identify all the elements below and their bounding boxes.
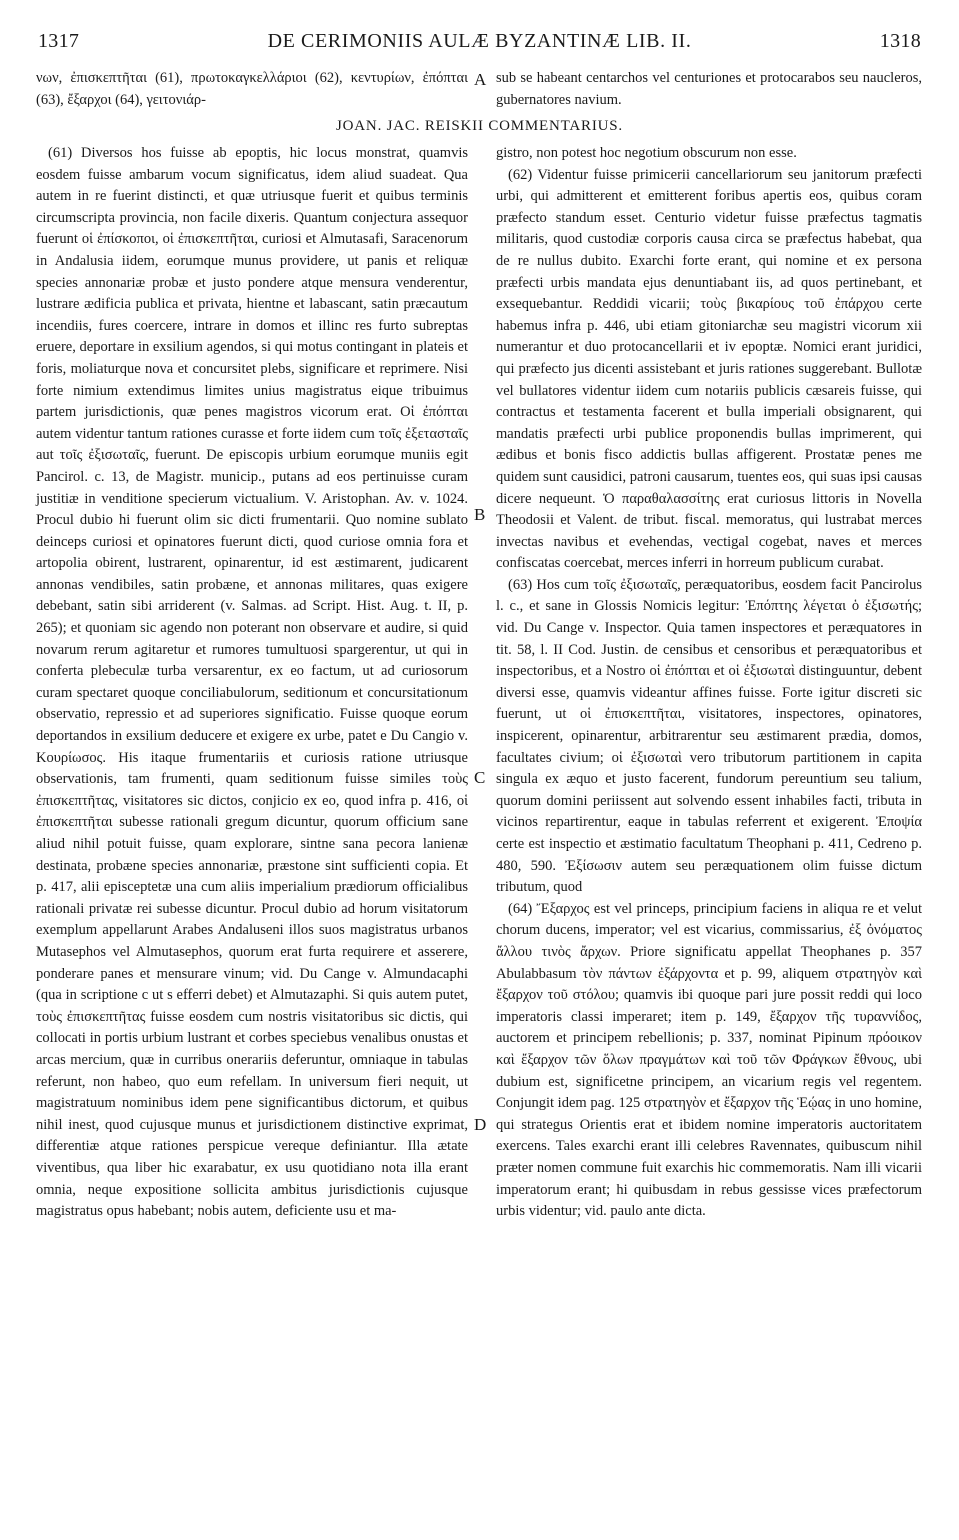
page-number-right: 1318 [879, 30, 921, 52]
margin-marker-c: C [474, 768, 486, 787]
text-column-top-left [36, 68, 468, 111]
margin-marker-a: A [474, 70, 487, 89]
note-61-end: gistro, non potest hoc negotium obscurum non esse. [496, 145, 797, 161]
note-62: (62) Videntur fuisse primicerii cancellariorum seu janitorum præfecti urbi, qui admitterent et emitterent foribus apertis eos, quibus coram præfecto standum esset. Centurio videtur fuisse præfectus tagmatis militaris, quod custodiæ corporis causa circa se præfectus habebat, qua de re nullus dubito. Exarchi forte erant, qui nomine et ex persona præfecti urbis mandata ejus denuntiabant iis, ad quos pertinebant, et exsequebantur. Reddidi vicarii; τοὺς βικαρίους τοῦ ἐπάρχου certe habemus infra p. 446, ubi etiam gitoniarchæ seu magistri vicorum xii numerantur et duo protocancellarii et iv epoptæ. Nomici erant juridici, qui præfecto jus dicenti assistebant et juris rationes suggerebant. Bullotæ vel bullatores videntur iidem cum notariis publicis cæsareis fuisse, qui contractus et testamenta facerent et bulla imperiali obsignarent, qui mandatis præfecti urbi publice proponendis bullas imprimerent, qui ædibus et bonis fisco addictis bullas affigerent. Prostatæ penes me quidem sunt causidici, patroni causarum, tuentes eos, qui suas ipsi causas dicere nequeunt. Ὁ παραθαλασσίτης erat curiosus littoris in Novella Theodosii et Valent. de tribut. fiscal. memoratus, qui lustrabat merces invectas navibus et evehendas, vectigal cogebat, naves et merces confiscatas coercebat, merces inferri in horreum publicum curabat. [496, 166, 922, 572]
greek-text-continuation: νων, ἐπισκεπτῆται (61), πρωτοκαγκελλάριοι (62), κεντυρίων, ἐπόπται (63), ἔξαρχοι (64), γειτονιάρ- [36, 70, 468, 108]
note-61: (61) Diversos hos fuisse ab epoptis, hic locus monstrat, quamvis eosdem fuisse ambarum vocum significatus, idem aliud suadeat. Qua autem in re fuerint distincti, et quæ utriusque fuerit et quibus terminis circumscripta provincia, non facile dixeris. Quantum conjectura assequor fuerunt οἱ ἐπίσκοποι, οἱ ἐπισκεπτῆται, curiosi et Almutasafi, Saracenorum in Andalusia iidem, eorumque munus providere, ut panis et reliquæ species annonariæ probæ et justo pondere atque mensura venderentur, lustrare ædificia publica et privata, hientne et labascant, satin præcautum incendiis, fures coercere, intrare in domos et illinc res furto subreptas eruere, deportare in exsilium agendos, si qui motus contingant in plateis et foris, moliaturque nova et concursitet plebs, significare et reprimere. Nisi forte nimium extendimus limites unius magistratus eique tribuimus partem jurisdictionis, quæ penes magistros vicorum erat. Οἱ ἐπόπται autem videntur tantum rationes curasse et forte iidem cum τοῖς ἐξετασταῖς aut τοῖς ἐξισωταῖς, fuerunt. De episcopis urbium eorumque muniis egit Pancirol. c. 13, de Magistr. municip., putans ad eos pertinuisse curam justitiæ in venditione specierum victualium. V. Aristophan. Av. v. 1024. Procul dubio hi fuerunt olim sic dicti frumentarii. Quo nomine sublato deinceps curiosi et opinatores fuerunt dicti, quod curiose omnia fora et artopolia obirent, lustrarent, opinarentur, id est æstimarent, judicarent annonas vendibiles, satin probæne, et annonas militares, quas exigere debebant, satin sibi arriderent (v. Salmas. ad Script. Hist. Aug. t. II, p. 265); et quoniam sic agendo non poterant non observare et audire, si quid novarum rerum agitaretur et rumores tumultuosi spargerentur, ut qui in conferta plebeculæ turba versarentur, ex eo factum, ut ad curiosorum curam spectaret quoque conciliabulorum, seditionum et concursitationum observatio, repressio et ad superiores significatio. Fuisse quoque eorum deportandos in exsilium deducere et exigere ex urbe, patet e Du Cangio v. Κουρίωσος. His itaque frumentariis et curiosis ratione utriusque observationis, tam frumenti, quam seditionum fuisse similes τοὺς ἐπισκεπτῆτας, visitatores sic dictos, conjicio ex eo, quod infra p. 416, οἱ ἐπισκεπτῆται subesse rationali gregum dicuntur, quorum officium sane aliud nihil potuit fuisse, quam explorare, sintne sana pecora lanienæ destinata, probæne species annonariæ, præstone sint sufficienti copia. Et p. 417, alii episceptetæ una cum aliis imperialium prædiorum officialibus rationali privatæ rei subesse dicuntur. Procul dubio ad horum visitatorum exemplum appellarunt Arabes Andaluseni illos suos magistratus urbanos Mutasephos vel Almutasephos, quorum erat furta requirere et asserere, ponderare panes et mensurare vinum; vid. Du Cange v. Almundacaphi (qua in scriptione c ut s efferri debet) et Almutazaphi. Si quis autem putet, τοὺς ἐπισκεπτῆτας fuisse eosdem cum nostris visitatoribus sic dictis, qui collocati in portis urbium lustrant et corbes speciebus venalibus onustas et arcas mercium, quæ in curribus onerariis deferuntur, omniaque in tabulas referunt, non habeo, quo eum refellam. In universum fieri nequit, ut magistratuum nominibus idem pene significantibus dictorum, et quibus nihil inest, quod cujusque munus et jurisdictionem distinctive exprimat, differentiæ atque rationes perspicue vereque definiantur. Illa ætate viventibus, qua liber hic exarabatur, ex usu quotidiano nota illa erant omnia, neque expositione sollicita ambitus jurisdictionis cujusque magistratus opus habebant; nobis autem, deficiente usu et ma- [36, 145, 468, 1220]
note-63: (63) Hos cum τοῖς ἐξισωταῖς, peræquatoribus, eosdem facit Pancirolus l. c., et sane in Glossis Nomicis legitur: Ἐπόπτης λέγεται ὁ ἐξισωτής; vid. Du Cange v. Inspector. Quia tamen inspectores et peræquatores in tit. 58, l. II Cod. Justin. de censibus et censoribus et peræquatoribus et inspectoribus, et a Nostro οἱ ἐπόπται et οἱ ἐξισωταὶ distinguuntur, debent diversi esse, quamvis videantur affines fuisse. Forte igitur discreti sic fuerunt, ut οἱ ἐπισκεπτῆται, visitatores, inspectores, opinatores, inspicerent, opinarentur, arbitrarentur seu æstimarent prædia, domos, facultates civium; οἱ ἐξισωταὶ vero tributorum partitionem in capita singula ex æquo et justo facerent, fundorum pereuntium seu talium, quorum domini periissent aut solvendo essent inhabiles facti, tributa in vicinos repartirentur, eaque in tabulas referrent et exigerent. Ἐποψία certe est inspectio et æstimatio facultatum Theophani p. 411, Cedreno p. 480, 590. Ἐξίσωσιν autem seu peræquationem olim fuisse dictum tributum, quod [496, 576, 922, 896]
running-title: DE CERIMONIIS AULÆ BYZANTINÆ LIB. II. [267, 30, 692, 52]
margin-marker-d: D [474, 1115, 487, 1134]
latin-text-continuation: sub se habeant centarchos vel centuriones et protocarabos seu naucleros, gubernatores navium. [496, 70, 922, 108]
running-header [38, 30, 921, 58]
page-number-left: 1317 [38, 30, 80, 52]
note-64: (64) Ἔξαρχος est vel princeps, principium faciens in aliqua re et velut chorum ducens, imperator; vel est vicarius, commissarius, ἐξ ὀνόματος ἄλλου τινὸς ἄρχων. Priore significatu appellat Theophanes p. 357 Abulabbasum τὸν πάντων ἐξάρχοντα et p. 99, aliquem στρατηγὸν καὶ ἔξαρχον τοῦ στόλου; quamvis ibi quoque pari jure possit reddi qui loco imperatoris classi imperaret; item p. 149, ἔξαρχον τῆς τυραννίδος, auctorem et principem rebellionis; p. 337, nominat Pipinum πρόοικον καὶ ἔξαρχον τῶν ὅλων πραγμάτων καὶ τοῦ τῶν Φράγκων ἔθνους, ubi dubium est, significetne principem, an vicarium regis vel regentem. Conjungit idem pag. 125 στρατηγὸν et ἔξαρχον τῆς Ἑῴας in uno homine, qui strategus Orientis erat et ibidem nomine imperatoris auctoritatem exercens. Tales exarchi erant illi celebres Ravennates, quibuscum nihil præter nomen commune fuit exarchis hic commemoratis. Nam illi vicarii imperatorum erant; hi quibusdam in rebus gessisse vices præfectorum urbis videntur; vid. paulo ante dicta. [496, 900, 922, 1220]
commentary-right-column [496, 143, 922, 1223]
commentary-title: JOAN. JAC. REISKII COMMENTARIUS. [336, 118, 623, 134]
commentary-left-column [36, 143, 468, 1223]
text-column-top-right [496, 68, 922, 111]
margin-marker-b: B [474, 505, 486, 524]
